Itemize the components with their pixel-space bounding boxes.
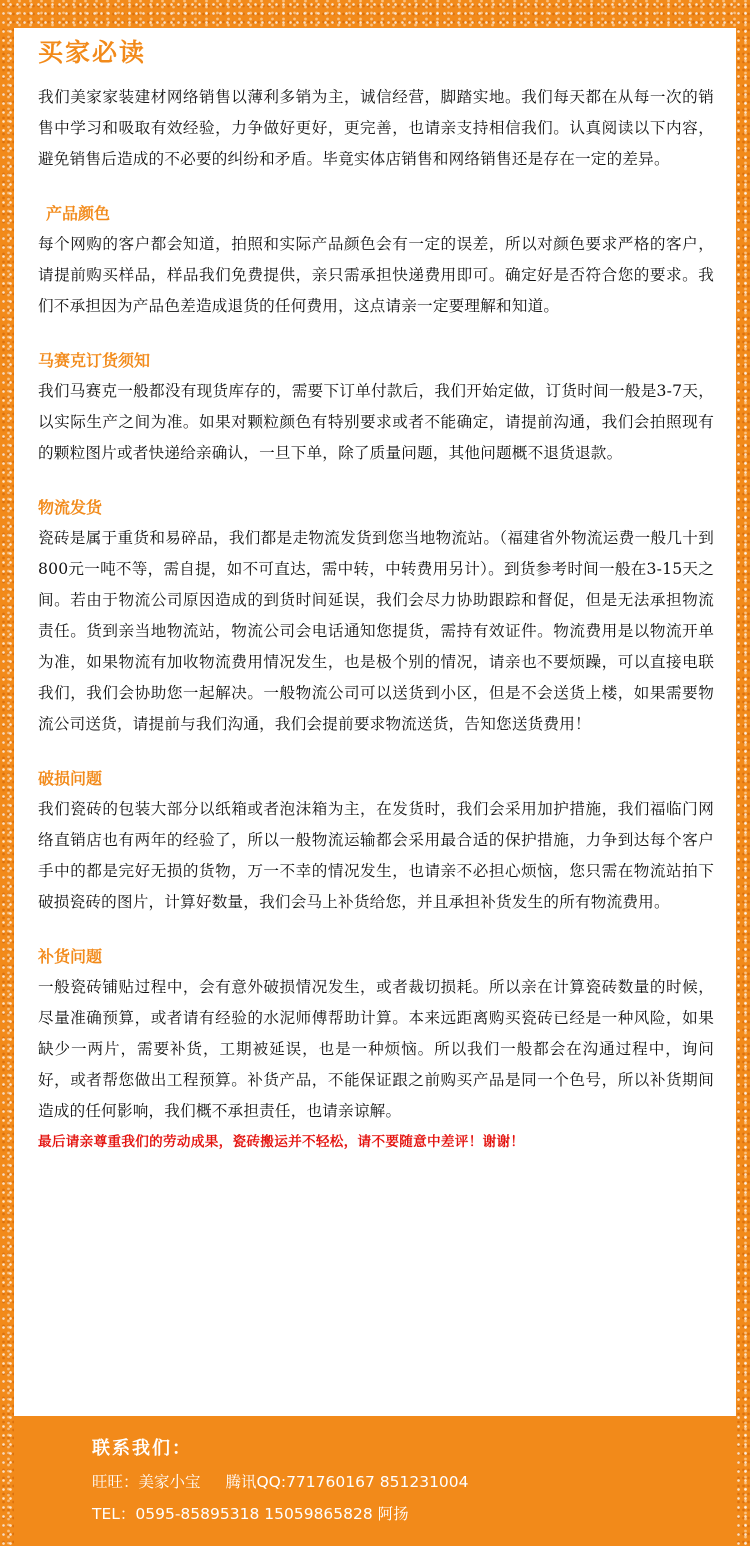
- section-body: 一般瓷砖铺贴过程中，会有意外破损情况发生，或者裁切损耗。所以亲在计算瓷砖数量的时候，尽量准确预算，或者请有经验的水泥师傅帮助计算。本来远距离购买瓷砖已经是一种风险，如果缺少一两片，需要补货，工期被延误，也是一种烦恼。所以我们一般都会在沟通过程中，询问好，或者帮您做出工程预算。补货产品，不能保证跟之前购买产品是同一个色号，所以补货期间造成的任何影响，我们概不承担责任，也请亲谅解。: [38, 978, 714, 1120]
- section-title: 产品颜色: [46, 204, 111, 223]
- section-product-color: [38, 199, 714, 322]
- contact-row-im: [92, 1466, 736, 1498]
- page-title: 买家必读: [38, 38, 147, 67]
- section-title: 马赛克订货须知: [38, 351, 151, 370]
- intro-paragraph: 我们美家家装建材网络销售以薄利多销为主，诚信经营，脚踏实地。我们每天都在从每一次的销售中学习和吸取有效经验，力争做好更好，更完善，也请亲支持相信我们。认真阅读以下内容，避免销售后造成的不必要的纠纷和矛盾。毕竟实体店销售和网络销售还是存在一定的差异。: [38, 88, 714, 168]
- qq-contact: 腾讯QQ:771760167 851231004: [225, 1473, 469, 1491]
- notice-content: [14, 28, 736, 1416]
- notice-card: [14, 28, 736, 1546]
- contact-banner: [14, 1416, 736, 1546]
- section-title: 破损问题: [38, 769, 103, 788]
- section-shipping: [38, 493, 714, 740]
- section-body: 我们马赛克一般都没有现货库存的，需要下订单付款后，我们开始定做，订货时间一般是3-7天，以实际生产之间为准。如果对颗粒颜色有特别要求或者不能确定，请提前沟通，我们会拍照现有的颗粒图片或者快递给亲确认，一旦下单，除了质量问题，其他问题概不退货退款。: [38, 382, 714, 462]
- section-mosaic-order: [38, 346, 714, 469]
- section-body: 每个网购的客户都会知道，拍照和实际产品颜色会有一定的误差，所以对颜色要求严格的客户，请提前购买样品，样品我们免费提供，亲只需承担快递费用即可。确定好是否符合您的要求。我们不承担因为产品色差造成退货的任何费用，这点请亲一定要理解和知道。: [38, 235, 714, 315]
- contact-title: 联系我们：: [92, 1438, 192, 1459]
- section-title: 补货问题: [38, 947, 103, 966]
- section-restock: [38, 942, 714, 1127]
- section-body: 瓷砖是属于重货和易碎品，我们都是走物流发货到您当地物流站。（福建省外物流运费一般几十到800元一吨不等，需自提，如不可直达，需中转，中转费用另计）。到货参考时间一般在3-15天之间。若由于物流公司原因造成的到货时间延误，我们会尽力协助跟踪和督促，但是无法承担物流责任。货到亲当地物流站，物流公司会电话通知您提货，需持有效证件。物流费用是以物流开单为准，如果物流有加收物流费用情况发生，也是极个别的情况，请亲也不要烦躁，可以直接电联我们，我们会协助您一起解决。一般物流公司可以送货到小区，但是不会送货上楼，如果需要物流公司送货，请提前与我们沟通，我们会提前要求物流送货，告知您送货费用！: [38, 529, 714, 733]
- section-title: 物流发货: [38, 498, 103, 517]
- phone-contact: TEL：0595-85895318 15059865828 阿扬: [92, 1505, 409, 1523]
- section-damage: [38, 764, 714, 918]
- closing-note: 最后请亲尊重我们的劳动成果，瓷砖搬运并不轻松，请不要随意中差评！谢谢！: [38, 1134, 525, 1150]
- section-body: 我们瓷砖的包装大部分以纸箱或者泡沫箱为主，在发货时，我们会采用加护措施，我们福临门网络直销店也有两年的经验了，所以一般物流运输都会采用最合适的保护措施，力争到达每个客户手中的都是完好无损的货物，万一不幸的情况发生，也请亲不必担心烦恼，您只需在物流站拍下破损瓷砖的图片，计算好数量，我们会马上补货给您，并且承担补货发生的所有物流费用。: [38, 800, 714, 911]
- wangwang-contact: 旺旺：美家小宝: [92, 1473, 201, 1491]
